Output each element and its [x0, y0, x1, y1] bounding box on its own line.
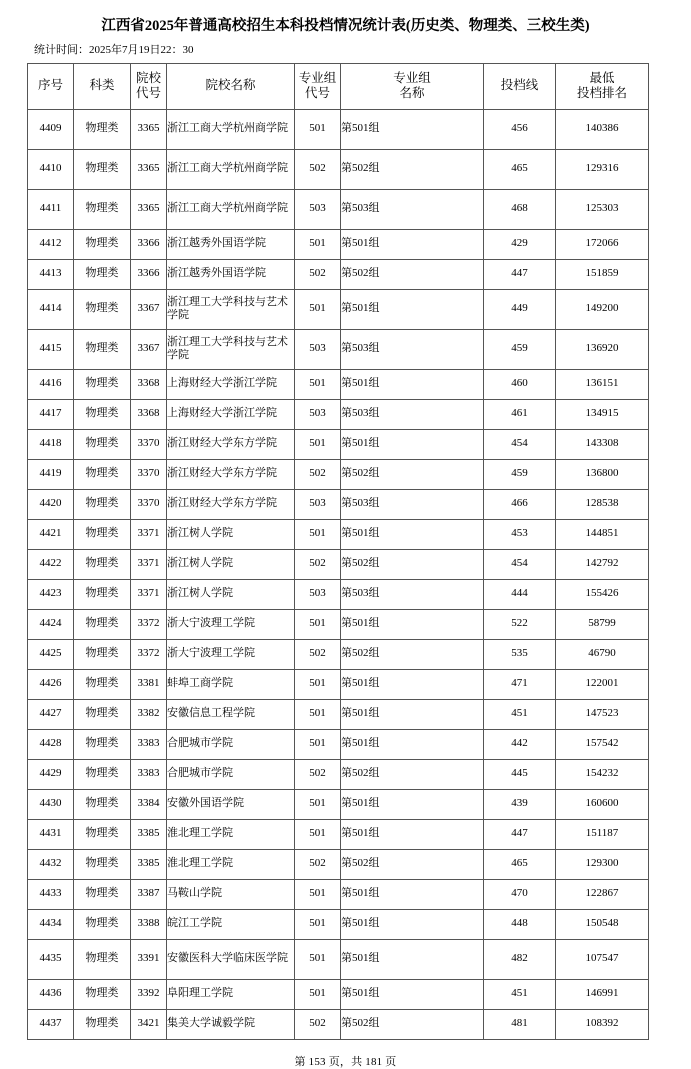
cell-code: 3365 — [131, 109, 167, 149]
table-row — [28, 609, 649, 639]
table-row — [28, 849, 649, 879]
column-header-grpno — [295, 63, 341, 109]
cell-cat: 物理类 — [74, 609, 131, 639]
cell-rank: 172066 — [556, 229, 649, 259]
cell-rank: 146991 — [556, 979, 649, 1009]
cell-code: 3367 — [131, 329, 167, 369]
cell-line: 459 — [484, 329, 556, 369]
cell-grpname: 第501组 — [341, 609, 484, 639]
cell-rank: 147523 — [556, 699, 649, 729]
cell-grpname: 第501组 — [341, 109, 484, 149]
cell-line: 468 — [484, 189, 556, 229]
cell-line: 439 — [484, 789, 556, 819]
cell-code: 3383 — [131, 759, 167, 789]
cell-rank: 136800 — [556, 459, 649, 489]
cell-line: 471 — [484, 669, 556, 699]
cell-seq: 4421 — [28, 519, 74, 549]
cell-grpno: 503 — [295, 399, 341, 429]
cell-line: 442 — [484, 729, 556, 759]
table-row — [28, 639, 649, 669]
cell-rank: 108392 — [556, 1009, 649, 1039]
table-row — [28, 399, 649, 429]
table-row — [28, 789, 649, 819]
table-row — [28, 109, 649, 149]
cell-grpname: 第501组 — [341, 519, 484, 549]
cell-grpname: 第501组 — [341, 369, 484, 399]
cell-cat: 物理类 — [74, 149, 131, 189]
cell-line: 451 — [484, 699, 556, 729]
table-row — [28, 289, 649, 329]
cell-line: 465 — [484, 849, 556, 879]
cell-name: 浙江工商大学杭州商学院 — [167, 109, 295, 149]
table-row — [28, 939, 649, 979]
cell-name: 皖江工学院 — [167, 909, 295, 939]
cell-grpno: 501 — [295, 819, 341, 849]
table-row — [28, 729, 649, 759]
statistics-time-label: 统计时间：2025年7月19日22：30 — [34, 44, 194, 57]
cell-line: 447 — [484, 259, 556, 289]
cell-line: 453 — [484, 519, 556, 549]
cell-cat: 物理类 — [74, 519, 131, 549]
cell-grpno: 502 — [295, 549, 341, 579]
cell-code: 3388 — [131, 909, 167, 939]
cell-grpno: 501 — [295, 909, 341, 939]
cell-grpno: 501 — [295, 939, 341, 979]
cell-cat: 物理类 — [74, 979, 131, 1009]
cell-code: 3383 — [131, 729, 167, 759]
cell-name: 浙江树人学院 — [167, 549, 295, 579]
cell-grpno: 501 — [295, 669, 341, 699]
cell-grpno: 502 — [295, 459, 341, 489]
cell-name: 浙江财经大学东方学院 — [167, 489, 295, 519]
cell-grpname: 第501组 — [341, 909, 484, 939]
table-header — [28, 63, 649, 109]
cell-cat: 物理类 — [74, 109, 131, 149]
cell-name: 淮北理工学院 — [167, 849, 295, 879]
cell-rank: 151187 — [556, 819, 649, 849]
cell-name: 浙江工商大学杭州商学院 — [167, 149, 295, 189]
cell-grpname: 第501组 — [341, 289, 484, 329]
cell-rank: 46790 — [556, 639, 649, 669]
cell-grpno: 501 — [295, 229, 341, 259]
column-header-line1: 最低 — [589, 70, 615, 85]
cell-name: 集美大学诚毅学院 — [167, 1009, 295, 1039]
cell-line: 429 — [484, 229, 556, 259]
cell-code: 3372 — [131, 639, 167, 669]
cell-rank: 136151 — [556, 369, 649, 399]
cell-grpname: 第502组 — [341, 639, 484, 669]
column-header-rank — [556, 63, 649, 109]
cell-code: 3370 — [131, 489, 167, 519]
cell-rank: 129300 — [556, 849, 649, 879]
cell-seq: 4426 — [28, 669, 74, 699]
cell-grpno: 502 — [295, 149, 341, 189]
column-header-line2: 代号 — [304, 86, 330, 101]
cell-cat: 物理类 — [74, 639, 131, 669]
cell-grpno: 501 — [295, 429, 341, 459]
cell-grpname: 第503组 — [341, 489, 484, 519]
cell-cat: 物理类 — [74, 229, 131, 259]
cell-seq: 4425 — [28, 639, 74, 669]
table-row — [28, 189, 649, 229]
cell-rank: 128538 — [556, 489, 649, 519]
cell-name: 安徽信息工程学院 — [167, 699, 295, 729]
cell-name: 浙江越秀外国语学院 — [167, 229, 295, 259]
table-row — [28, 429, 649, 459]
cell-cat: 物理类 — [74, 699, 131, 729]
cell-code: 3366 — [131, 229, 167, 259]
cell-name: 马鞍山学院 — [167, 879, 295, 909]
cell-grpno: 503 — [295, 329, 341, 369]
cell-seq: 4418 — [28, 429, 74, 459]
cell-code: 3365 — [131, 189, 167, 229]
cell-name: 安徽医科大学临床医学院 — [167, 939, 295, 979]
table-row — [28, 549, 649, 579]
cell-grpname: 第502组 — [341, 849, 484, 879]
cell-grpname: 第503组 — [341, 329, 484, 369]
cell-cat: 物理类 — [74, 429, 131, 459]
cell-line: 454 — [484, 549, 556, 579]
column-header-name — [167, 63, 295, 109]
cell-cat: 物理类 — [74, 759, 131, 789]
cell-cat: 物理类 — [74, 729, 131, 759]
column-header-line2: 投档排名 — [576, 86, 627, 101]
table-row — [28, 759, 649, 789]
cell-grpname: 第502组 — [341, 259, 484, 289]
cell-seq: 4417 — [28, 399, 74, 429]
cell-grpno: 502 — [295, 639, 341, 669]
cell-grpno: 501 — [295, 289, 341, 329]
cell-seq: 4427 — [28, 699, 74, 729]
cell-seq: 4435 — [28, 939, 74, 979]
table-body — [28, 109, 649, 1039]
cell-rank: 125303 — [556, 189, 649, 229]
cell-rank: 157542 — [556, 729, 649, 759]
cell-rank: 134915 — [556, 399, 649, 429]
cell-code: 3370 — [131, 429, 167, 459]
cell-grpname: 第501组 — [341, 879, 484, 909]
cell-code: 3371 — [131, 519, 167, 549]
cell-grpno: 501 — [295, 609, 341, 639]
cell-line: 447 — [484, 819, 556, 849]
cell-name: 浙大宁波理工学院 — [167, 639, 295, 669]
cell-code: 3368 — [131, 399, 167, 429]
cell-seq: 4411 — [28, 189, 74, 229]
cell-grpno: 503 — [295, 579, 341, 609]
cell-grpno: 502 — [295, 849, 341, 879]
table-row — [28, 909, 649, 939]
cell-seq: 4422 — [28, 549, 74, 579]
cell-line: 461 — [484, 399, 556, 429]
table-row — [28, 329, 649, 369]
column-header-code — [131, 63, 167, 109]
cell-cat: 物理类 — [74, 259, 131, 289]
column-header-line2: 代号 — [135, 86, 161, 101]
table-row — [28, 819, 649, 849]
cell-name: 浙江财经大学东方学院 — [167, 459, 295, 489]
cell-seq: 4424 — [28, 609, 74, 639]
cell-grpno: 503 — [295, 489, 341, 519]
cell-line: 466 — [484, 489, 556, 519]
cell-grpno: 501 — [295, 369, 341, 399]
cell-cat: 物理类 — [74, 459, 131, 489]
cell-rank: 151859 — [556, 259, 649, 289]
cell-seq: 4437 — [28, 1009, 74, 1039]
admission-score-table — [27, 63, 649, 1040]
column-header-line1: 院校名称 — [205, 78, 256, 93]
cell-rank: 160600 — [556, 789, 649, 819]
cell-name: 上海财经大学浙江学院 — [167, 369, 295, 399]
cell-grpname: 第502组 — [341, 149, 484, 189]
cell-seq: 4420 — [28, 489, 74, 519]
cell-grpno: 502 — [295, 259, 341, 289]
cell-rank: 140386 — [556, 109, 649, 149]
cell-cat: 物理类 — [74, 849, 131, 879]
cell-name: 浙江财经大学东方学院 — [167, 429, 295, 459]
cell-name: 上海财经大学浙江学院 — [167, 399, 295, 429]
cell-grpname: 第501组 — [341, 729, 484, 759]
cell-seq: 4431 — [28, 819, 74, 849]
cell-name: 淮北理工学院 — [167, 819, 295, 849]
cell-name: 浙江树人学院 — [167, 519, 295, 549]
cell-seq: 4409 — [28, 109, 74, 149]
cell-grpno: 503 — [295, 189, 341, 229]
page-footer: 第 153 页，共 181 页 — [294, 1055, 397, 1068]
table-row — [28, 229, 649, 259]
table-row — [28, 979, 649, 1009]
cell-code: 3370 — [131, 459, 167, 489]
cell-code: 3365 — [131, 149, 167, 189]
cell-seq: 4430 — [28, 789, 74, 819]
cell-cat: 物理类 — [74, 289, 131, 329]
cell-grpname: 第502组 — [341, 1009, 484, 1039]
column-header-line1: 科类 — [89, 78, 115, 93]
cell-grpno: 501 — [295, 699, 341, 729]
cell-rank: 122867 — [556, 879, 649, 909]
cell-line: 460 — [484, 369, 556, 399]
cell-seq: 4423 — [28, 579, 74, 609]
cell-seq: 4433 — [28, 879, 74, 909]
table-row — [28, 369, 649, 399]
cell-cat: 物理类 — [74, 189, 131, 229]
column-header-line1: 专业组 — [393, 70, 431, 85]
cell-code: 3421 — [131, 1009, 167, 1039]
page-title: 江西省2025年普通高校招生本科投档情况统计表(历史类、物理类、三校生类) — [101, 18, 590, 34]
cell-name: 浙江越秀外国语学院 — [167, 259, 295, 289]
cell-name: 浙江工商大学杭州商学院 — [167, 189, 295, 229]
table-header-row — [28, 63, 649, 109]
cell-code: 3385 — [131, 849, 167, 879]
cell-line: 449 — [484, 289, 556, 329]
cell-rank: 122001 — [556, 669, 649, 699]
cell-grpno: 501 — [295, 729, 341, 759]
cell-line: 470 — [484, 879, 556, 909]
cell-cat: 物理类 — [74, 909, 131, 939]
table-row — [28, 459, 649, 489]
cell-name: 阜阳理工学院 — [167, 979, 295, 1009]
column-header-line1: 序号 — [37, 78, 63, 93]
table-row — [28, 669, 649, 699]
cell-grpname: 第503组 — [341, 579, 484, 609]
cell-grpname: 第502组 — [341, 459, 484, 489]
cell-grpno: 501 — [295, 879, 341, 909]
cell-grpname: 第501组 — [341, 819, 484, 849]
cell-rank: 149200 — [556, 289, 649, 329]
cell-rank: 129316 — [556, 149, 649, 189]
cell-line: 535 — [484, 639, 556, 669]
table-row — [28, 699, 649, 729]
cell-seq: 4413 — [28, 259, 74, 289]
cell-line: 482 — [484, 939, 556, 979]
cell-cat: 物理类 — [74, 819, 131, 849]
cell-grpname: 第503组 — [341, 399, 484, 429]
cell-cat: 物理类 — [74, 399, 131, 429]
cell-line: 481 — [484, 1009, 556, 1039]
cell-cat: 物理类 — [74, 669, 131, 699]
cell-grpno: 501 — [295, 109, 341, 149]
cell-cat: 物理类 — [74, 939, 131, 979]
cell-grpname: 第501组 — [341, 979, 484, 1009]
cell-grpno: 502 — [295, 1009, 341, 1039]
cell-seq: 4436 — [28, 979, 74, 1009]
cell-seq: 4429 — [28, 759, 74, 789]
cell-cat: 物理类 — [74, 879, 131, 909]
column-header-grpname — [341, 63, 484, 109]
cell-grpno: 501 — [295, 979, 341, 1009]
cell-code: 3371 — [131, 549, 167, 579]
cell-grpname: 第501组 — [341, 699, 484, 729]
cell-rank: 150548 — [556, 909, 649, 939]
cell-name: 合肥城市学院 — [167, 759, 295, 789]
cell-code: 3385 — [131, 819, 167, 849]
column-header-seq — [28, 63, 74, 109]
cell-rank: 142792 — [556, 549, 649, 579]
table-row — [28, 149, 649, 189]
cell-grpname: 第501组 — [341, 229, 484, 259]
cell-name: 浙大宁波理工学院 — [167, 609, 295, 639]
cell-grpno: 502 — [295, 759, 341, 789]
column-header-line — [484, 63, 556, 109]
cell-rank: 143308 — [556, 429, 649, 459]
cell-rank: 58799 — [556, 609, 649, 639]
cell-seq: 4428 — [28, 729, 74, 759]
cell-line: 465 — [484, 149, 556, 189]
cell-name: 浙江树人学院 — [167, 579, 295, 609]
cell-name: 浙江理工大学科技与艺术学院 — [167, 289, 295, 329]
cell-code: 3384 — [131, 789, 167, 819]
cell-code: 3372 — [131, 609, 167, 639]
cell-cat: 物理类 — [74, 1009, 131, 1039]
table-row — [28, 489, 649, 519]
cell-name: 合肥城市学院 — [167, 729, 295, 759]
cell-code: 3371 — [131, 579, 167, 609]
cell-grpno: 501 — [295, 519, 341, 549]
cell-name: 浙江理工大学科技与艺术学院 — [167, 329, 295, 369]
cell-grpname: 第501组 — [341, 669, 484, 699]
cell-rank: 144851 — [556, 519, 649, 549]
cell-line: 459 — [484, 459, 556, 489]
cell-code: 3367 — [131, 289, 167, 329]
column-header-line1: 投档线 — [500, 78, 539, 93]
cell-seq: 4414 — [28, 289, 74, 329]
cell-line: 444 — [484, 579, 556, 609]
cell-name: 安徽外国语学院 — [167, 789, 295, 819]
cell-grpname: 第501组 — [341, 939, 484, 979]
column-header-line1: 院校 — [135, 70, 161, 85]
cell-line: 445 — [484, 759, 556, 789]
cell-line: 451 — [484, 979, 556, 1009]
cell-code: 3387 — [131, 879, 167, 909]
column-header-line1: 专业组 — [298, 70, 337, 85]
cell-line: 454 — [484, 429, 556, 459]
cell-cat: 物理类 — [74, 329, 131, 369]
table-row — [28, 579, 649, 609]
cell-grpname: 第501组 — [341, 429, 484, 459]
cell-code: 3391 — [131, 939, 167, 979]
cell-seq: 4415 — [28, 329, 74, 369]
table-row — [28, 259, 649, 289]
cell-grpname: 第501组 — [341, 789, 484, 819]
cell-name: 蚌埠工商学院 — [167, 669, 295, 699]
cell-rank: 155426 — [556, 579, 649, 609]
cell-grpname: 第502组 — [341, 759, 484, 789]
cell-code: 3368 — [131, 369, 167, 399]
cell-seq: 4410 — [28, 149, 74, 189]
cell-grpname: 第502组 — [341, 549, 484, 579]
cell-code: 3366 — [131, 259, 167, 289]
cell-code: 3382 — [131, 699, 167, 729]
table-row — [28, 519, 649, 549]
cell-code: 3392 — [131, 979, 167, 1009]
cell-line: 522 — [484, 609, 556, 639]
cell-seq: 4432 — [28, 849, 74, 879]
cell-grpno: 501 — [295, 789, 341, 819]
column-header-cat — [74, 63, 131, 109]
cell-rank: 154232 — [556, 759, 649, 789]
cell-seq: 4416 — [28, 369, 74, 399]
cell-cat: 物理类 — [74, 549, 131, 579]
cell-cat: 物理类 — [74, 489, 131, 519]
table-row — [28, 1009, 649, 1039]
cell-cat: 物理类 — [74, 369, 131, 399]
cell-line: 448 — [484, 909, 556, 939]
cell-cat: 物理类 — [74, 579, 131, 609]
cell-rank: 107547 — [556, 939, 649, 979]
cell-seq: 4419 — [28, 459, 74, 489]
cell-seq: 4434 — [28, 909, 74, 939]
cell-cat: 物理类 — [74, 789, 131, 819]
column-header-line2: 名称 — [399, 86, 425, 101]
table-row — [28, 879, 649, 909]
cell-seq: 4412 — [28, 229, 74, 259]
cell-grpname: 第503组 — [341, 189, 484, 229]
cell-code: 3381 — [131, 669, 167, 699]
cell-line: 456 — [484, 109, 556, 149]
cell-rank: 136920 — [556, 329, 649, 369]
